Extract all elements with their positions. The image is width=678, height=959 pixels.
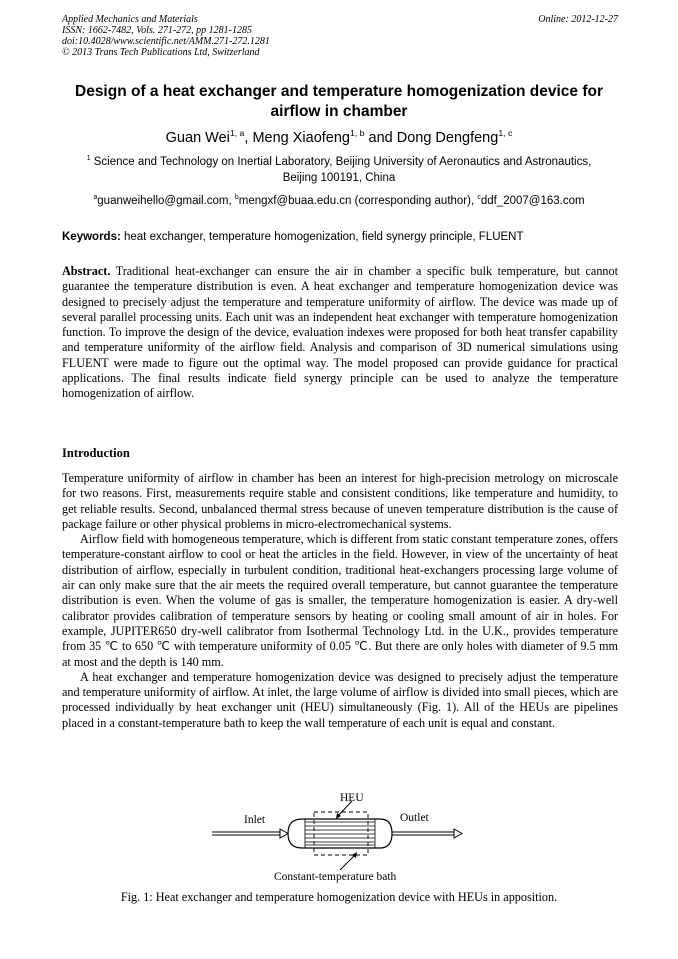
copyright: © 2013 Trans Tech Publications Ltd, Switzerland	[62, 47, 260, 58]
intro-paragraph-2: Airflow field with homogeneous temperature, which is different from static constant temperature zones, offers temperature-constant airflow to cool or heat the articles in the field. However, in view of the uncertainty of heat distribution of airflow, especially in turbulent condition, traditional heat-exchangers processing large volume of air can only make sure that the air meets the required overall temperature, but cannot guarantee the temperature distribution is even. When the volume of gas is smaller, the temperature homogenization is easier. A dry-well calibrator provides calibration of temperature sensors by heating or cooling small amount of air in holes. For example, JUPITER650 dry-well calibrator from Isothermal Technology Ltd. in the U.K., provides temperature from 35 ℃ to 650 ℃ with temperature uniformity of 0.05 ℃. But there are only holes with diameter of 9.5 mm at most and the depth is 140 mm.	[62, 532, 618, 669]
label-inlet: Inlet	[244, 814, 266, 826]
issn: ISSN: 1662-7482, Vols. 271-272, pp 1281-1285	[62, 25, 252, 36]
keywords-text: heat exchanger, temperature homogenization, field synergy principle, FLUENT	[120, 231, 524, 243]
introduction-heading: Introduction	[62, 446, 130, 460]
email-a[interactable]: guanweihello@gmail.com,	[97, 195, 235, 207]
affiliation	[40, 154, 638, 186]
journal-header	[62, 14, 618, 58]
outlet-arrow	[390, 829, 462, 838]
author-1-sup: 1, a	[229, 128, 245, 139]
affiliation-line-2: Beijing 100191, China	[282, 172, 396, 184]
email-b-sup: b	[234, 194, 239, 202]
intro-paragraph-3: A heat exchanger and temperature homogenization device was designed to precisely adjust the temperature and temperature uniformity of airflow. At inlet, the large volume of airflow is divided into small pieces, which are processed individually by heat exchanger unit (HEU) simultaneously (Fig. 1). All of the HEUs are pipelines placed in a constant-temperature bath to keep the wall temperature of each unit is equal and constant.	[62, 669, 618, 730]
label-bath: Constant-temperature bath	[274, 871, 397, 883]
author-sep-2: and	[364, 130, 397, 146]
author-2-sup: 1, b	[349, 128, 365, 139]
heu-body-outline	[288, 819, 392, 848]
abstract-label: Abstract.	[62, 264, 111, 278]
abstract-text: Traditional heat-exchanger can ensure the air in chamber a specific bulk temperature, but cannot guarantee the temperature distribution is even. A heat exchanger and temperature homogenization device was designed to precisely adjust the temperature and temperature uniformity of airflow. The device was made up of several parallel processing units. Each unit was an independent heat exchanger with temperature homogenization function. To improve the design of the device, evaluation indexes were proposed for both heat transfer capability and temperature uniformity of the airflow field. Analysis and comparison of 3D numerical simulations using FLUENT were made to figure out the optimal way. The model proposed can provide guidance for practical applications. The final results indicate field synergy principle can be used to analyze the temperature homogenization of airflow.	[62, 264, 618, 401]
figure-1	[210, 788, 470, 888]
email-b[interactable]: mengxf@buaa.edu.cn (corresponding author),	[238, 195, 478, 207]
label-heu: HEU	[340, 792, 364, 804]
label-outlet: Outlet	[400, 812, 429, 824]
authors	[40, 129, 638, 147]
title-line-2: airflow in chamber	[270, 103, 408, 120]
inlet-arrow	[212, 829, 288, 838]
intro-paragraph-1: Temperature uniformity of airflow in chamber has been an interest for high-precision metrology on microscale for two reasons. First, measurements require stable and consistent conditions, like temperature and humidity, to get reliable results. Second, unbalanced thermal stress because of uneven temperature distribution is the cause of package failure or other physical problems in micro-electromechanical systems.	[62, 471, 618, 531]
online-date: Online: 2012-12-27	[538, 14, 618, 25]
bath-pointer	[340, 855, 355, 870]
affiliation-line-1: Science and Technology on Inertial Laboratory, Beijing University of Aeronautics and Astronautics,	[90, 156, 592, 168]
email-c[interactable]: ddf_2007@163.com	[480, 195, 585, 207]
keywords-label: Keywords:	[62, 231, 121, 243]
journal-name: Applied Mechanics and Materials	[62, 14, 198, 25]
affiliation-sup: 1	[86, 155, 91, 163]
author-1: Guan Wei	[165, 130, 230, 146]
title-line-1: Design of a heat exchanger and temperature homogenization device for	[75, 83, 603, 100]
author-emails	[40, 193, 638, 209]
author-2: Meng Xiaofeng	[252, 130, 350, 146]
paper-title	[40, 82, 638, 122]
introduction-body	[62, 471, 618, 731]
abstract	[62, 264, 618, 402]
figure-1-caption: Fig. 1: Heat exchanger and temperature homogenization device with HEUs in apposition.	[120, 890, 558, 904]
author-3: Dong Dengfeng	[396, 130, 499, 146]
keywords	[62, 229, 618, 245]
email-c-sup: c	[477, 194, 481, 202]
author-sep-1: ,	[244, 130, 253, 146]
author-3-sup: 1, c	[498, 128, 513, 139]
doi: doi:10.4028/www.scientific.net/AMM.271-272.1281	[62, 36, 270, 47]
email-a-sup: a	[93, 194, 98, 202]
